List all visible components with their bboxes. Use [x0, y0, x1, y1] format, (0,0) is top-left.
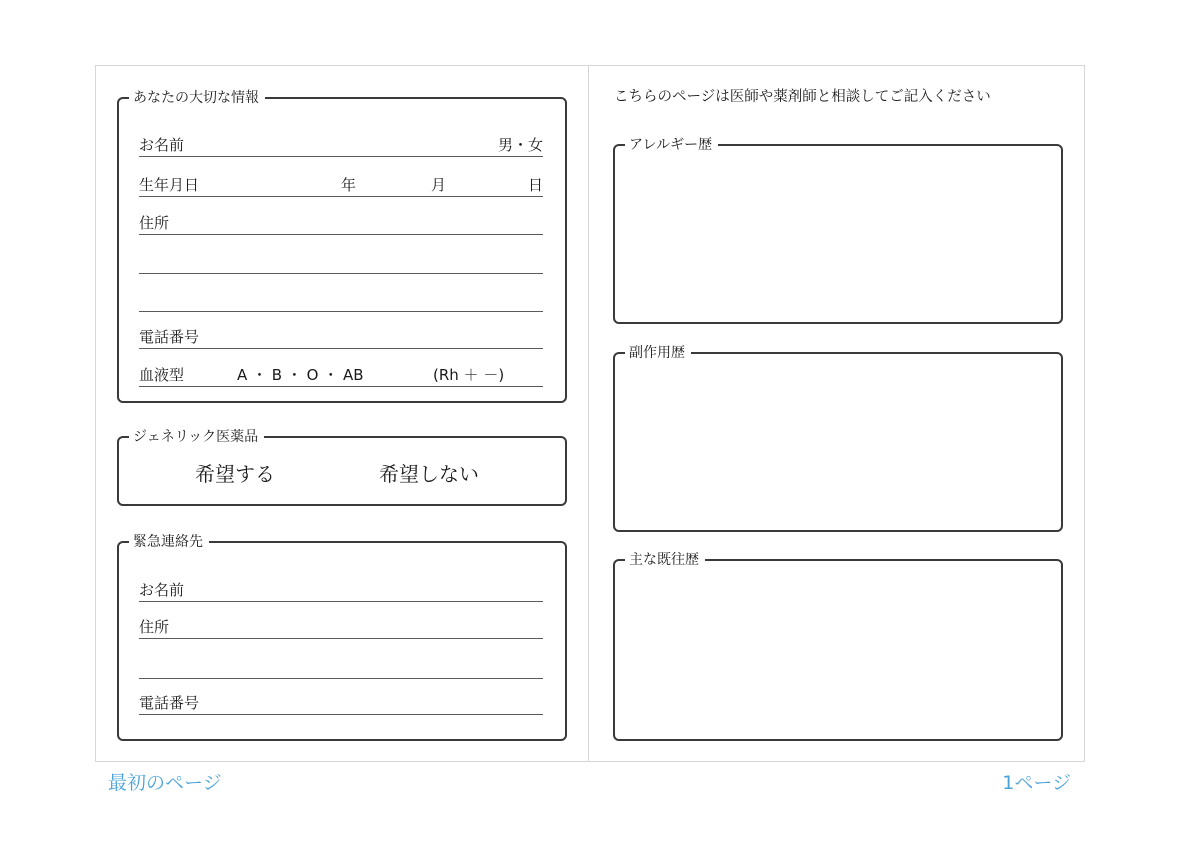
address-field[interactable] [139, 212, 543, 235]
medical-history-title: 主な既往歴 [625, 550, 705, 570]
emergency-name-field[interactable] [139, 579, 543, 602]
month-label: 月 [431, 176, 447, 194]
personal-info-box [117, 90, 567, 403]
birthdate-label: 生年月日 [139, 176, 200, 194]
phone-label: 電話番号 [139, 328, 200, 346]
generic-medicine-box [117, 429, 567, 506]
year-label: 年 [341, 176, 357, 194]
emergency-phone-label: 電話番号 [139, 694, 200, 712]
medical-history-box[interactable] [613, 552, 1063, 741]
emergency-phone-field[interactable] [139, 692, 543, 715]
allergy-history-title: アレルギー歴 [625, 135, 718, 155]
page-number-link[interactable]: 1ページ [1002, 772, 1071, 794]
emergency-address-line-2[interactable] [139, 656, 543, 679]
emergency-address-label: 住所 [139, 618, 170, 636]
first-page-link[interactable]: 最初のページ [108, 772, 222, 794]
side-effect-history-box[interactable] [613, 345, 1063, 532]
blood-type-label: 血液型 [139, 366, 185, 384]
address-line-3[interactable] [139, 289, 543, 312]
personal-info-title: あなたの大切な情報 [129, 88, 265, 108]
name-field[interactable] [139, 134, 543, 157]
name-label: お名前 [139, 136, 185, 154]
emergency-name-label: お名前 [139, 581, 185, 599]
generic-option-no[interactable]: 希望しない [379, 462, 479, 486]
gender-options[interactable]: 男・女 [497, 136, 543, 154]
blood-type-options[interactable]: A ・ B ・ O ・ AB [237, 366, 364, 384]
emergency-address-field[interactable] [139, 616, 543, 639]
generic-option-yes[interactable]: 希望する [195, 462, 275, 486]
page-fold-divider [588, 65, 589, 762]
allergy-history-box[interactable] [613, 137, 1063, 324]
blood-type-field[interactable] [139, 364, 543, 387]
instruction-text: こちらのページは医師や薬剤師と相談してご記入ください [614, 89, 991, 105]
emergency-contact-title: 緊急連絡先 [129, 532, 209, 552]
address-line-2[interactable] [139, 251, 543, 274]
birthdate-field[interactable] [139, 174, 543, 197]
generic-medicine-title: ジェネリック医薬品 [129, 427, 264, 447]
side-effect-history-title: 副作用歴 [625, 343, 691, 363]
address-label: 住所 [139, 214, 170, 232]
day-label: 日 [527, 176, 543, 194]
rh-options[interactable]: (Rh ＋ －) [433, 366, 505, 384]
phone-field[interactable] [139, 326, 543, 349]
emergency-contact-box [117, 534, 567, 741]
